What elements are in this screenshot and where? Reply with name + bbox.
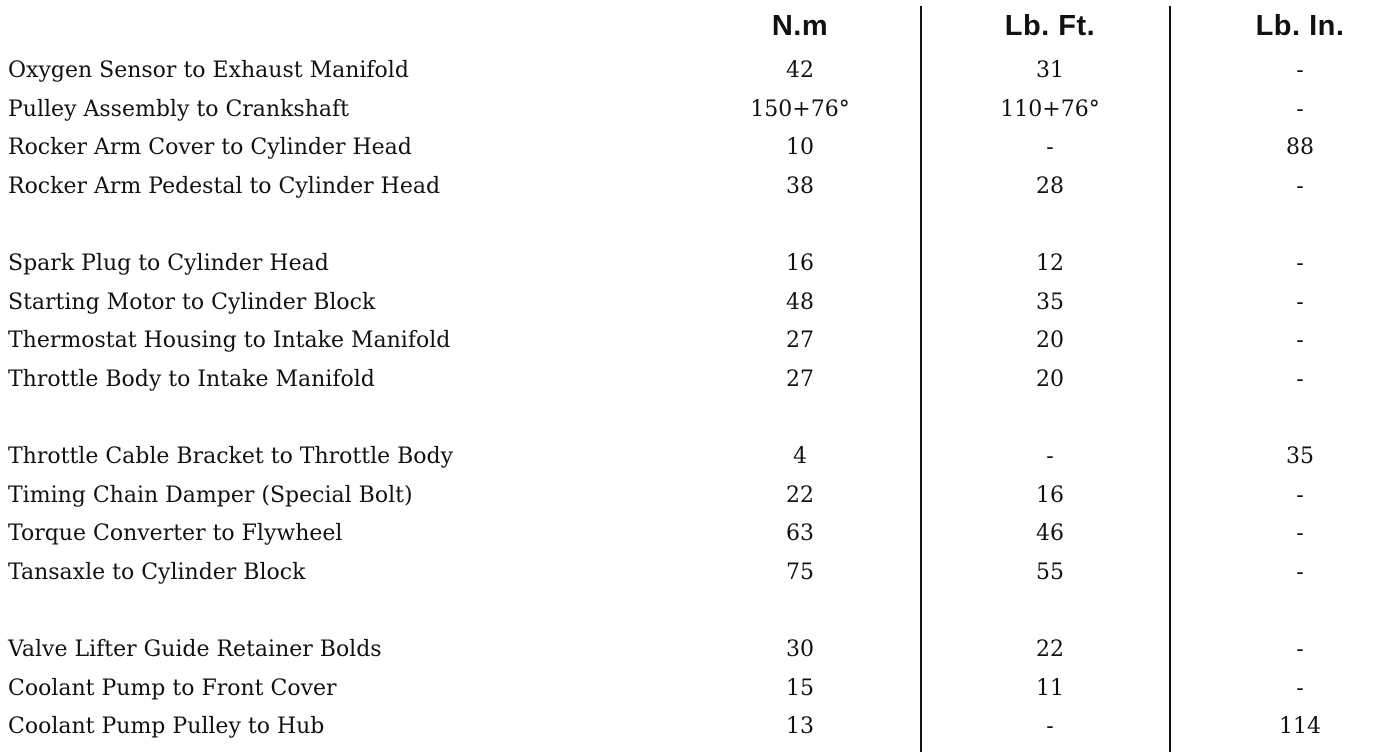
value-lb-in: - bbox=[1296, 482, 1304, 508]
table-row bbox=[0, 477, 1376, 516]
value-nm: 150+76° bbox=[750, 96, 850, 122]
value-lb-ft: - bbox=[1046, 135, 1054, 161]
value-nm: 4 bbox=[793, 443, 807, 469]
value-lb-ft: - bbox=[1046, 714, 1054, 740]
fastener-description: Oxygen Sensor to Exhaust Manifold bbox=[8, 58, 409, 83]
fastener-description: Timing Chain Damper (Special Bolt) bbox=[8, 482, 413, 508]
table-row bbox=[0, 515, 1376, 554]
value-lb-in: 88 bbox=[1286, 135, 1314, 161]
header-lb-ft: Lb. Ft. bbox=[1004, 10, 1096, 42]
fastener-description: Torque Converter to Flywheel bbox=[8, 521, 343, 547]
table-row bbox=[0, 245, 1376, 284]
value-lb-ft: 20 bbox=[1036, 366, 1064, 392]
value-lb-in: - bbox=[1296, 559, 1304, 585]
value-lb-ft: 28 bbox=[1036, 173, 1064, 199]
value-lb-in: - bbox=[1296, 58, 1304, 83]
value-lb-in: - bbox=[1296, 289, 1304, 315]
value-lb-ft: 46 bbox=[1036, 521, 1064, 547]
value-nm: 75 bbox=[786, 559, 814, 585]
value-nm: 63 bbox=[786, 521, 814, 547]
table-row bbox=[0, 554, 1376, 593]
value-nm: 48 bbox=[786, 289, 814, 315]
value-lb-ft: 12 bbox=[1036, 250, 1064, 276]
torque-table-body bbox=[0, 52, 1376, 747]
value-lb-ft: 110+76° bbox=[1000, 96, 1100, 122]
group-spacer bbox=[0, 206, 1376, 245]
table-row bbox=[0, 708, 1376, 747]
fastener-description: Spark Plug to Cylinder Head bbox=[8, 250, 329, 276]
value-lb-in: - bbox=[1296, 521, 1304, 547]
value-nm: 42 bbox=[786, 58, 814, 83]
value-nm: 27 bbox=[786, 366, 814, 392]
value-lb-ft: 35 bbox=[1036, 289, 1064, 315]
value-nm: 10 bbox=[786, 135, 814, 161]
table-row bbox=[0, 284, 1376, 323]
value-lb-in: 114 bbox=[1279, 714, 1321, 740]
fastener-description: Rocker Arm Cover to Cylinder Head bbox=[8, 135, 412, 161]
value-nm: 15 bbox=[786, 675, 814, 701]
value-lb-ft: 16 bbox=[1036, 482, 1064, 508]
value-lb-ft: 31 bbox=[1036, 58, 1064, 83]
value-lb-in: - bbox=[1296, 250, 1304, 276]
value-nm: 13 bbox=[786, 714, 814, 740]
table-row bbox=[0, 168, 1376, 207]
table-row bbox=[0, 52, 1376, 91]
value-lb-in: 35 bbox=[1286, 443, 1314, 469]
header-nm: N.m bbox=[771, 10, 829, 42]
table-row bbox=[0, 670, 1376, 709]
fastener-description: Coolant Pump Pulley to Hub bbox=[8, 714, 325, 740]
value-lb-ft: 20 bbox=[1036, 328, 1064, 354]
value-lb-ft: 22 bbox=[1036, 636, 1064, 662]
value-lb-ft: 55 bbox=[1036, 559, 1064, 585]
value-lb-ft: - bbox=[1046, 443, 1054, 469]
value-nm: 16 bbox=[786, 250, 814, 276]
group-spacer bbox=[0, 592, 1376, 631]
table-row bbox=[0, 438, 1376, 477]
fastener-description: Thermostat Housing to Intake Manifold bbox=[8, 328, 451, 354]
table-row bbox=[0, 631, 1376, 670]
value-nm: 30 bbox=[786, 636, 814, 662]
table-row bbox=[0, 361, 1376, 400]
fastener-description: Rocker Arm Pedestal to Cylinder Head bbox=[8, 173, 441, 199]
group-spacer bbox=[0, 399, 1376, 438]
value-lb-in: - bbox=[1296, 96, 1304, 122]
value-lb-in: - bbox=[1296, 366, 1304, 392]
value-lb-in: - bbox=[1296, 675, 1304, 701]
value-nm: 27 bbox=[786, 328, 814, 354]
fastener-description: Coolant Pump to Front Cover bbox=[8, 675, 337, 701]
value-lb-in: - bbox=[1296, 328, 1304, 354]
value-lb-ft: 11 bbox=[1036, 675, 1064, 701]
fastener-description: Pulley Assembly to Crankshaft bbox=[8, 96, 349, 122]
table-row bbox=[0, 322, 1376, 361]
value-lb-in: - bbox=[1296, 173, 1304, 199]
value-nm: 22 bbox=[786, 482, 814, 508]
fastener-description: Throttle Cable Bracket to Throttle Body bbox=[8, 443, 454, 469]
table-row bbox=[0, 91, 1376, 130]
fastener-description: Tansaxle to Cylinder Block bbox=[8, 559, 306, 585]
header-lb-in: Lb. In. bbox=[1255, 10, 1345, 42]
fastener-description: Starting Motor to Cylinder Block bbox=[8, 289, 376, 315]
value-lb-in: - bbox=[1296, 636, 1304, 662]
value-nm: 38 bbox=[786, 173, 814, 199]
fastener-description: Valve Lifter Guide Retainer Bolds bbox=[8, 636, 382, 662]
fastener-description: Throttle Body to Intake Manifold bbox=[8, 366, 375, 392]
table-row bbox=[0, 129, 1376, 168]
